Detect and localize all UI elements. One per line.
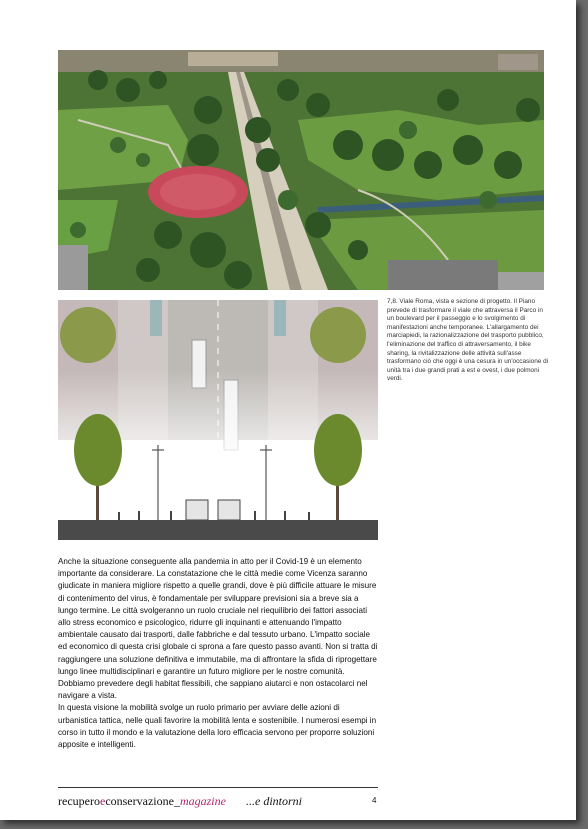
street-section-drawing: [58, 300, 378, 540]
figure-caption: 7,8. Viale Roma, vista e sezione di progetto. Il Piano prevede di trasformare il viale che attraversa il Parco in un boulevard per il passeggio e lo svolgimento di manifestazioni anche temporanee. L'allargamento dei marciapiedi, la razionalizzazione del trasporto pubblico, l'eliminazione del traffico di attraversamento, il bike sharing, la rivitalizzazione delle attività sull'asse trasformano ciò che oggi è una cesura in un'occasione di unità tra i due grandi prati a est e ovest, i due polmoni verdi.: [387, 298, 549, 383]
magazine-brand: recuperoeconservazione_magazine: [58, 794, 226, 808]
body-paragraph-2: In questa visione la mobilità svolge un ruolo primario per avviare delle azioni di urbanistica tattica, nelle quali favorire la mobilità lenta e sostenibile. I numerosi esempi in corso in tutto il mondo e la valutazione della loro efficacia servono per proporre soluzioni apposite e intelligenti.: [58, 703, 377, 750]
body-paragraph-1: Anche la situazione conseguente alla pandemia in atto per il Covid-19 è un elemento importante da considerare. La constatazione che le città medie come Vicenza saranno giudicate in maniera migliore rispetto a quelle grandi, dove è più difficile attuare le misure di contenimento del virus, è fondamentale per sviluppare previsioni sia a breve sia a lungo termine. Le città svolgeranno un ruolo cruciale nel riequilibrio dei fattori associati allo stress economico e psicologico, ridurre gli inquinanti e attenuando l'impatto ambientale causato dai trasporti, dalle fabbriche e dal tessuto urbano. L'impatto sociale ed economico di questa crisi globale ci sprona a fare questo passo avanti. Non si tratta di raggiungere una soluzione definitiva e immutabile, ma di affrontare la sfida di riprogettare lungo linee multidisciplinari e garantire un futuro migliore per le nostre comunità. Dobbiamo prevedere degli habitat flessibili, che sappiano aiutarci e non ostacolarci nel navigare a vista.: [58, 557, 378, 701]
body-text: [58, 556, 378, 751]
aerial-view-image: [58, 50, 544, 290]
section-title: ...e dintorni: [246, 794, 302, 808]
footer-divider: [58, 787, 378, 788]
page-number: 4: [372, 796, 377, 805]
